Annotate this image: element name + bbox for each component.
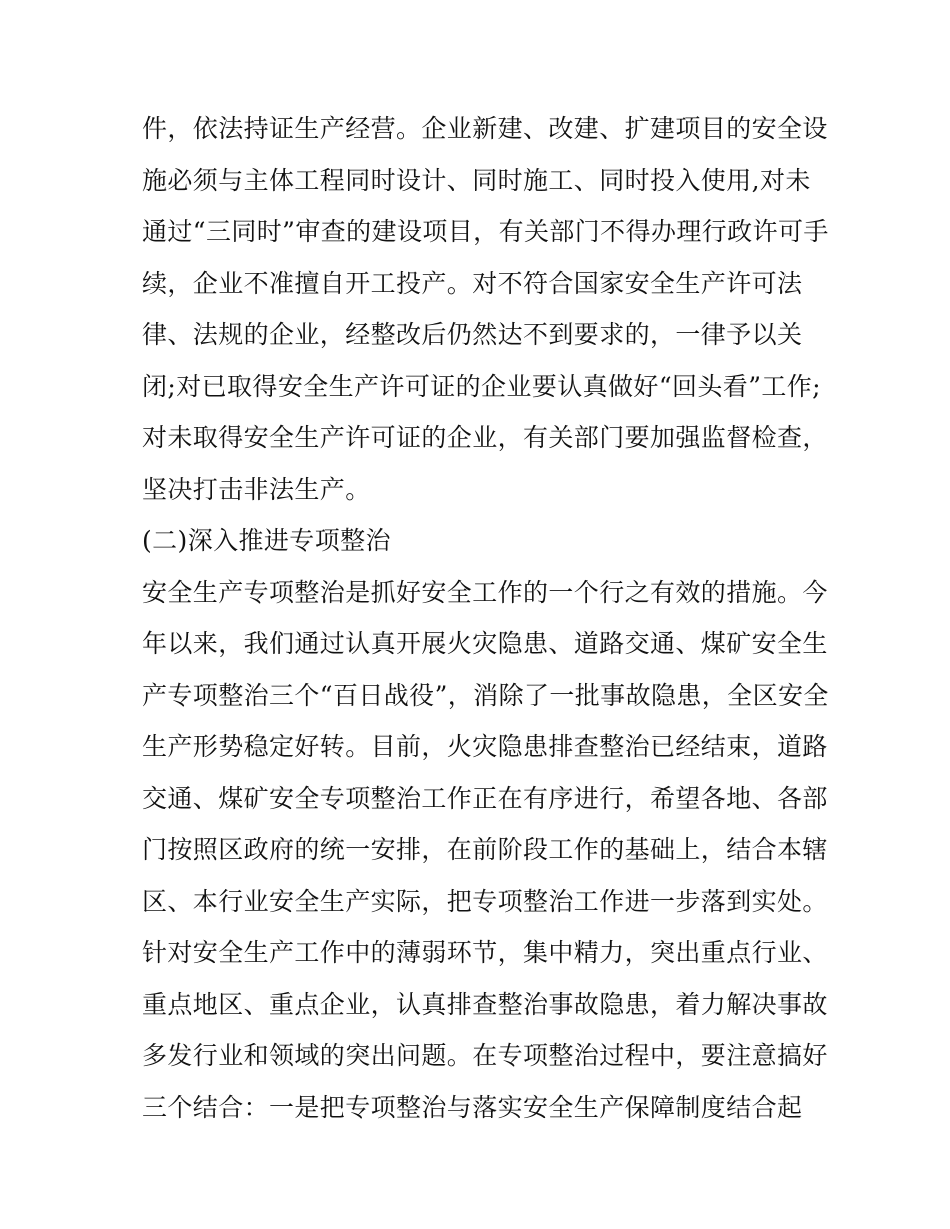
text-line: 多发行业和领域的突出问题。在专项整治过程中，要注意搞好	[142, 1041, 828, 1070]
text-line: 施必须与主体工程同时设计、同时施工、同时投入使用,对未	[142, 165, 811, 195]
text-line: 产专项整治三个“百日战役”，消除了一批事故隐患，全区安全	[142, 680, 829, 710]
text-line: 通过“三同时”审查的建设项目，有关部门不得办理行政许可手	[142, 217, 829, 246]
text-line: 律、法规的企业，经整改后仍然达不到要求的，一律予以关	[142, 320, 803, 349]
text-line: 年以来，我们通过认真开展火灾隐患、道路交通、煤矿安全生	[142, 629, 828, 658]
text-line: 续，企业不准擅自开工投产。对不符合国家安全生产许可法	[142, 268, 803, 298]
text-line: 生产形势稳定好转。目前，火灾隐患排查整治已经结束，道路	[142, 732, 828, 761]
section-heading: (二)深入推进专项整治	[142, 526, 391, 555]
text-line: 针对安全生产工作中的薄弱环节，集中精力，突出重点行业、	[142, 938, 828, 967]
text-line: 重点地区、重点企业，认真排查整治事故隐患，着力解决事故	[142, 989, 828, 1019]
text-line: 三个结合：一是把专项整治与落实安全生产保障制度结合起	[142, 1092, 803, 1122]
text-line: 件，依法持证生产经营。企业新建、改建、扩建项目的安全设	[142, 114, 828, 143]
text-line: 交通、煤矿安全专项整治工作正在有序进行，希望各地、各部	[142, 783, 828, 813]
text-line: 安全生产专项整治是抓好安全工作的一个行之有效的措施。今	[142, 577, 828, 607]
text-line: 区、本行业安全生产实际，把专项整治工作进一步落到实处。	[142, 886, 828, 916]
text-line: 门按照区政府的统一安排，在前阶段工作的基础上，结合本辖	[142, 835, 828, 864]
text-line: 对未取得安全生产许可证的企业，有关部门要加强监督检查，	[142, 423, 828, 452]
text-line: 闭;对已取得安全生产许可证的企业要认真做好“回头看”工作;	[142, 371, 822, 401]
text-line: 坚决打击非法生产。	[142, 474, 371, 504]
document-body	[142, 103, 832, 1133]
